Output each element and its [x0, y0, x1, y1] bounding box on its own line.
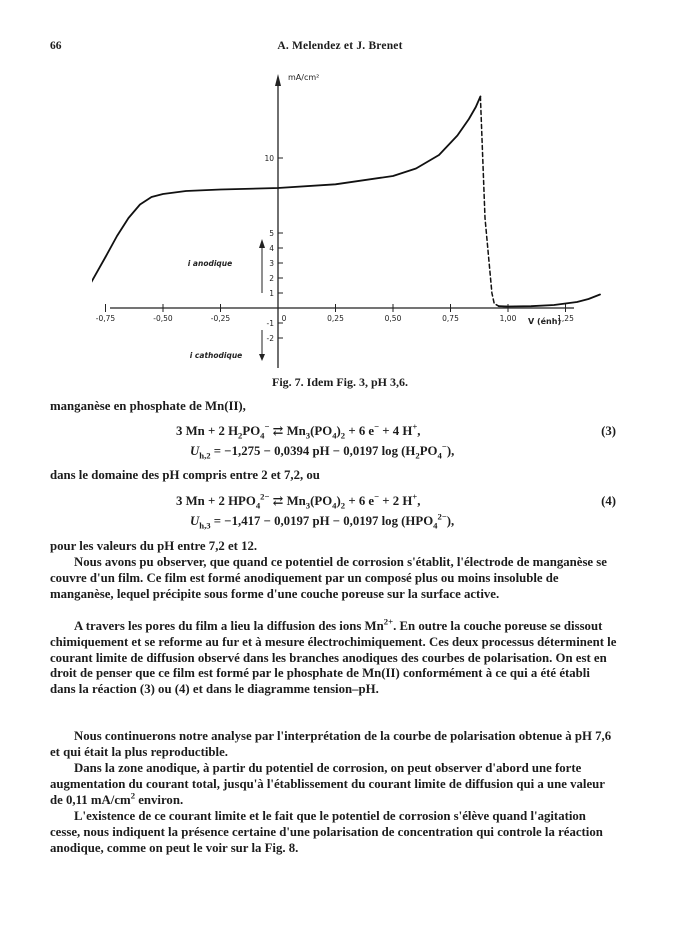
- x-tick-label: 1,25: [557, 314, 574, 323]
- y-tick-label: 5: [269, 229, 274, 238]
- series-line-3: [499, 295, 600, 307]
- paragraph-analysis: Nous continuerons notre analyse par l'interprétation de la courbe de polarisation obtenue à pH 7,6 et qui était la plus reproductible.: [50, 729, 612, 759]
- equation-4-number: (4): [601, 494, 616, 508]
- equation-3: 3 Mn + 2 $H_2PO_4^-$ ⇄ $Mn_3(PO_4)_2 + 6$ e− + 4 H+,: [176, 421, 421, 441]
- cathodic-arrow-head: [259, 354, 265, 361]
- series-line-1: [92, 97, 480, 321]
- x-tick-label: 0,75: [442, 314, 459, 323]
- anodic-arrow-head: [259, 239, 265, 248]
- y-tick-label: -1: [266, 319, 274, 328]
- x-tick-label: 0,50: [384, 314, 402, 323]
- y-axis-label: mA/cm²: [288, 73, 320, 82]
- page-number: 66: [50, 40, 62, 52]
- x-tick-label: 0,25: [327, 314, 344, 323]
- equation-4-potential: $U_{h,3} = -1,417 - 0,0197$ pH − 0,0197 $\log (HPO_4^{2-})$,: [190, 511, 455, 531]
- paragraph-film: Nous avons pu observer, que quand ce potentiel de corrosion s'établit, l'électrode de manganèse se couvre d'un film. Ce film est formé anodiquement par un composé plus ou moins insoluble de manganèse, lequel précipite sous forme d'une couche poreuse sur la surface active.: [50, 555, 607, 601]
- equation-3-number: (3): [601, 424, 616, 438]
- x-tick-label: 1,00: [499, 314, 517, 323]
- y-tick-label: 3: [269, 259, 274, 268]
- y-tick-label: -2: [266, 334, 274, 343]
- figure-caption: Fig. 7. Idem Fig. 3, pH 3,6.: [271, 375, 408, 389]
- x-tick-label: 0: [281, 314, 287, 323]
- polarization-curve-figure: [92, 68, 602, 368]
- chart-ticks: [96, 154, 574, 343]
- running-head-authors: A. Melendez et J. Brenet: [277, 40, 403, 52]
- paragraph-anodic-zone: Dans la zone anodique, à partir du potentiel de corrosion, on peut observer d'abord une forte augmentation du courant total, jusqu'à l'établissement du courant limite de diffusion qui a une valeur de 0,11 $mA/cm^2$ environ.: [50, 761, 605, 807]
- x-axis-label: V (énh): [528, 317, 562, 326]
- y-axis-arrow: [275, 74, 281, 86]
- text-line-intro: manganèse en phosphate de Mn(II),: [50, 399, 246, 413]
- equation-4: 3 Mn + 2 $HPO_4^{2-}$ ⇄ $Mn_3(PO_4)_2 + 6$ e− + 2 H+,: [176, 491, 421, 511]
- y-tick-label: 4: [269, 244, 274, 253]
- label-cathodic: i cathodique: [189, 351, 243, 360]
- chart-axes: [110, 74, 574, 368]
- chart-curves: [92, 97, 600, 321]
- label-anodic: i anodique: [187, 259, 233, 268]
- paragraph-diffusion: A travers les pores du film a lieu la diffusion des ions $Mn^{2+}$. En outre la couche poreuse se dissout chimiquement et se reforme au fur et à mesure électrochimiquement. Ces deux processus déterminent le courant limite de diffusion observé dans les branches anodiques des courbes de polarisation. On est en droit de penser que ce film est formé par le phosphate de Mn(II) conformément à ce qui a été établi dans la réaction (3) ou (4) et dans le diagramme tension–pH.: [50, 616, 617, 697]
- equation-3-potential: $U_{h,2} = -1,275 - 0,0394$ pH − 0,0197 $\log (H_2PO_4^-)$,: [190, 441, 455, 461]
- text-domain-1: dans le domaine des pH compris entre 2 et 7,2, ou: [50, 468, 320, 482]
- x-tick-label: -0,25: [210, 314, 231, 323]
- series-line-2: [480, 97, 508, 307]
- text-domain-2: pour les valeurs du pH entre 7,2 et 12.: [50, 539, 258, 553]
- y-tick-label: 2: [269, 274, 274, 283]
- y-tick-label: 10: [264, 154, 274, 163]
- x-tick-label: -0,50: [153, 314, 173, 323]
- x-tick-label: -0,75: [95, 314, 116, 323]
- running-head: [50, 40, 630, 56]
- y-tick-label: 1: [269, 289, 274, 298]
- paragraph-limit-current: L'existence de ce courant limite et le fait que le potentiel de corrosion s'élève quand l'agitation cesse, nous indiquent la présence certaine d'une polarisation de concentration qui controle la réaction anodique, comme on peut le voir sur la Fig. 8.: [50, 809, 603, 855]
